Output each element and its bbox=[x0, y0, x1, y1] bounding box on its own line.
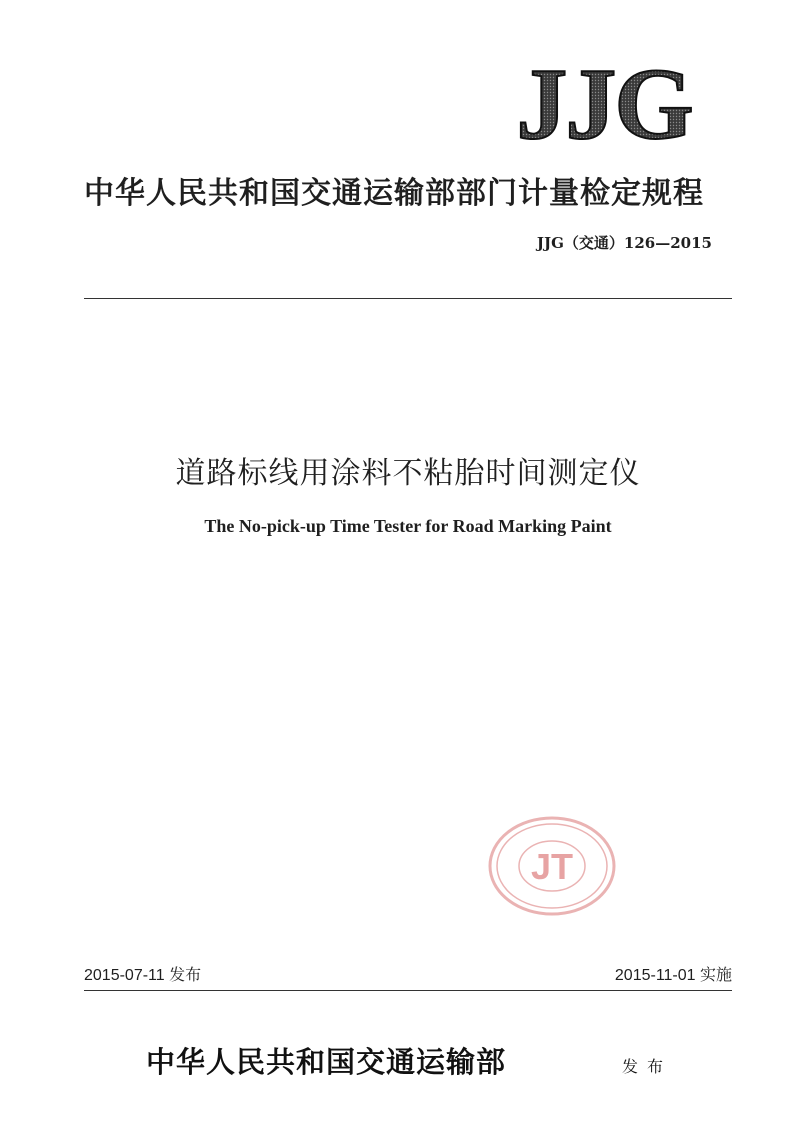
issue-date: 2015-07-11 发布 bbox=[84, 967, 202, 984]
top-divider bbox=[84, 298, 732, 299]
jt-seal-watermark bbox=[487, 815, 617, 917]
publish-label: 发布 bbox=[622, 1057, 673, 1076]
effective-date: 2015-11-01 实施 bbox=[614, 967, 732, 984]
standard-code: JJG（交通）126—2015 bbox=[536, 234, 712, 252]
bottom-divider bbox=[84, 990, 732, 991]
jjg-logo bbox=[492, 58, 716, 142]
publisher-name: 中华人民共和国交通运输部 bbox=[146, 1045, 507, 1079]
svg-text:JT: JT bbox=[530, 846, 574, 887]
svg-text:JJG: JJG bbox=[516, 58, 692, 142]
series-title: 中华人民共和国交通运输部部门计量检定规程 bbox=[84, 176, 704, 211]
document-title-chinese: 道路标线用涂料不粘胎时间测定仪 bbox=[175, 456, 641, 491]
document-title-english: The No-pick-up Time Tester for Road Marking Paint bbox=[204, 516, 612, 536]
